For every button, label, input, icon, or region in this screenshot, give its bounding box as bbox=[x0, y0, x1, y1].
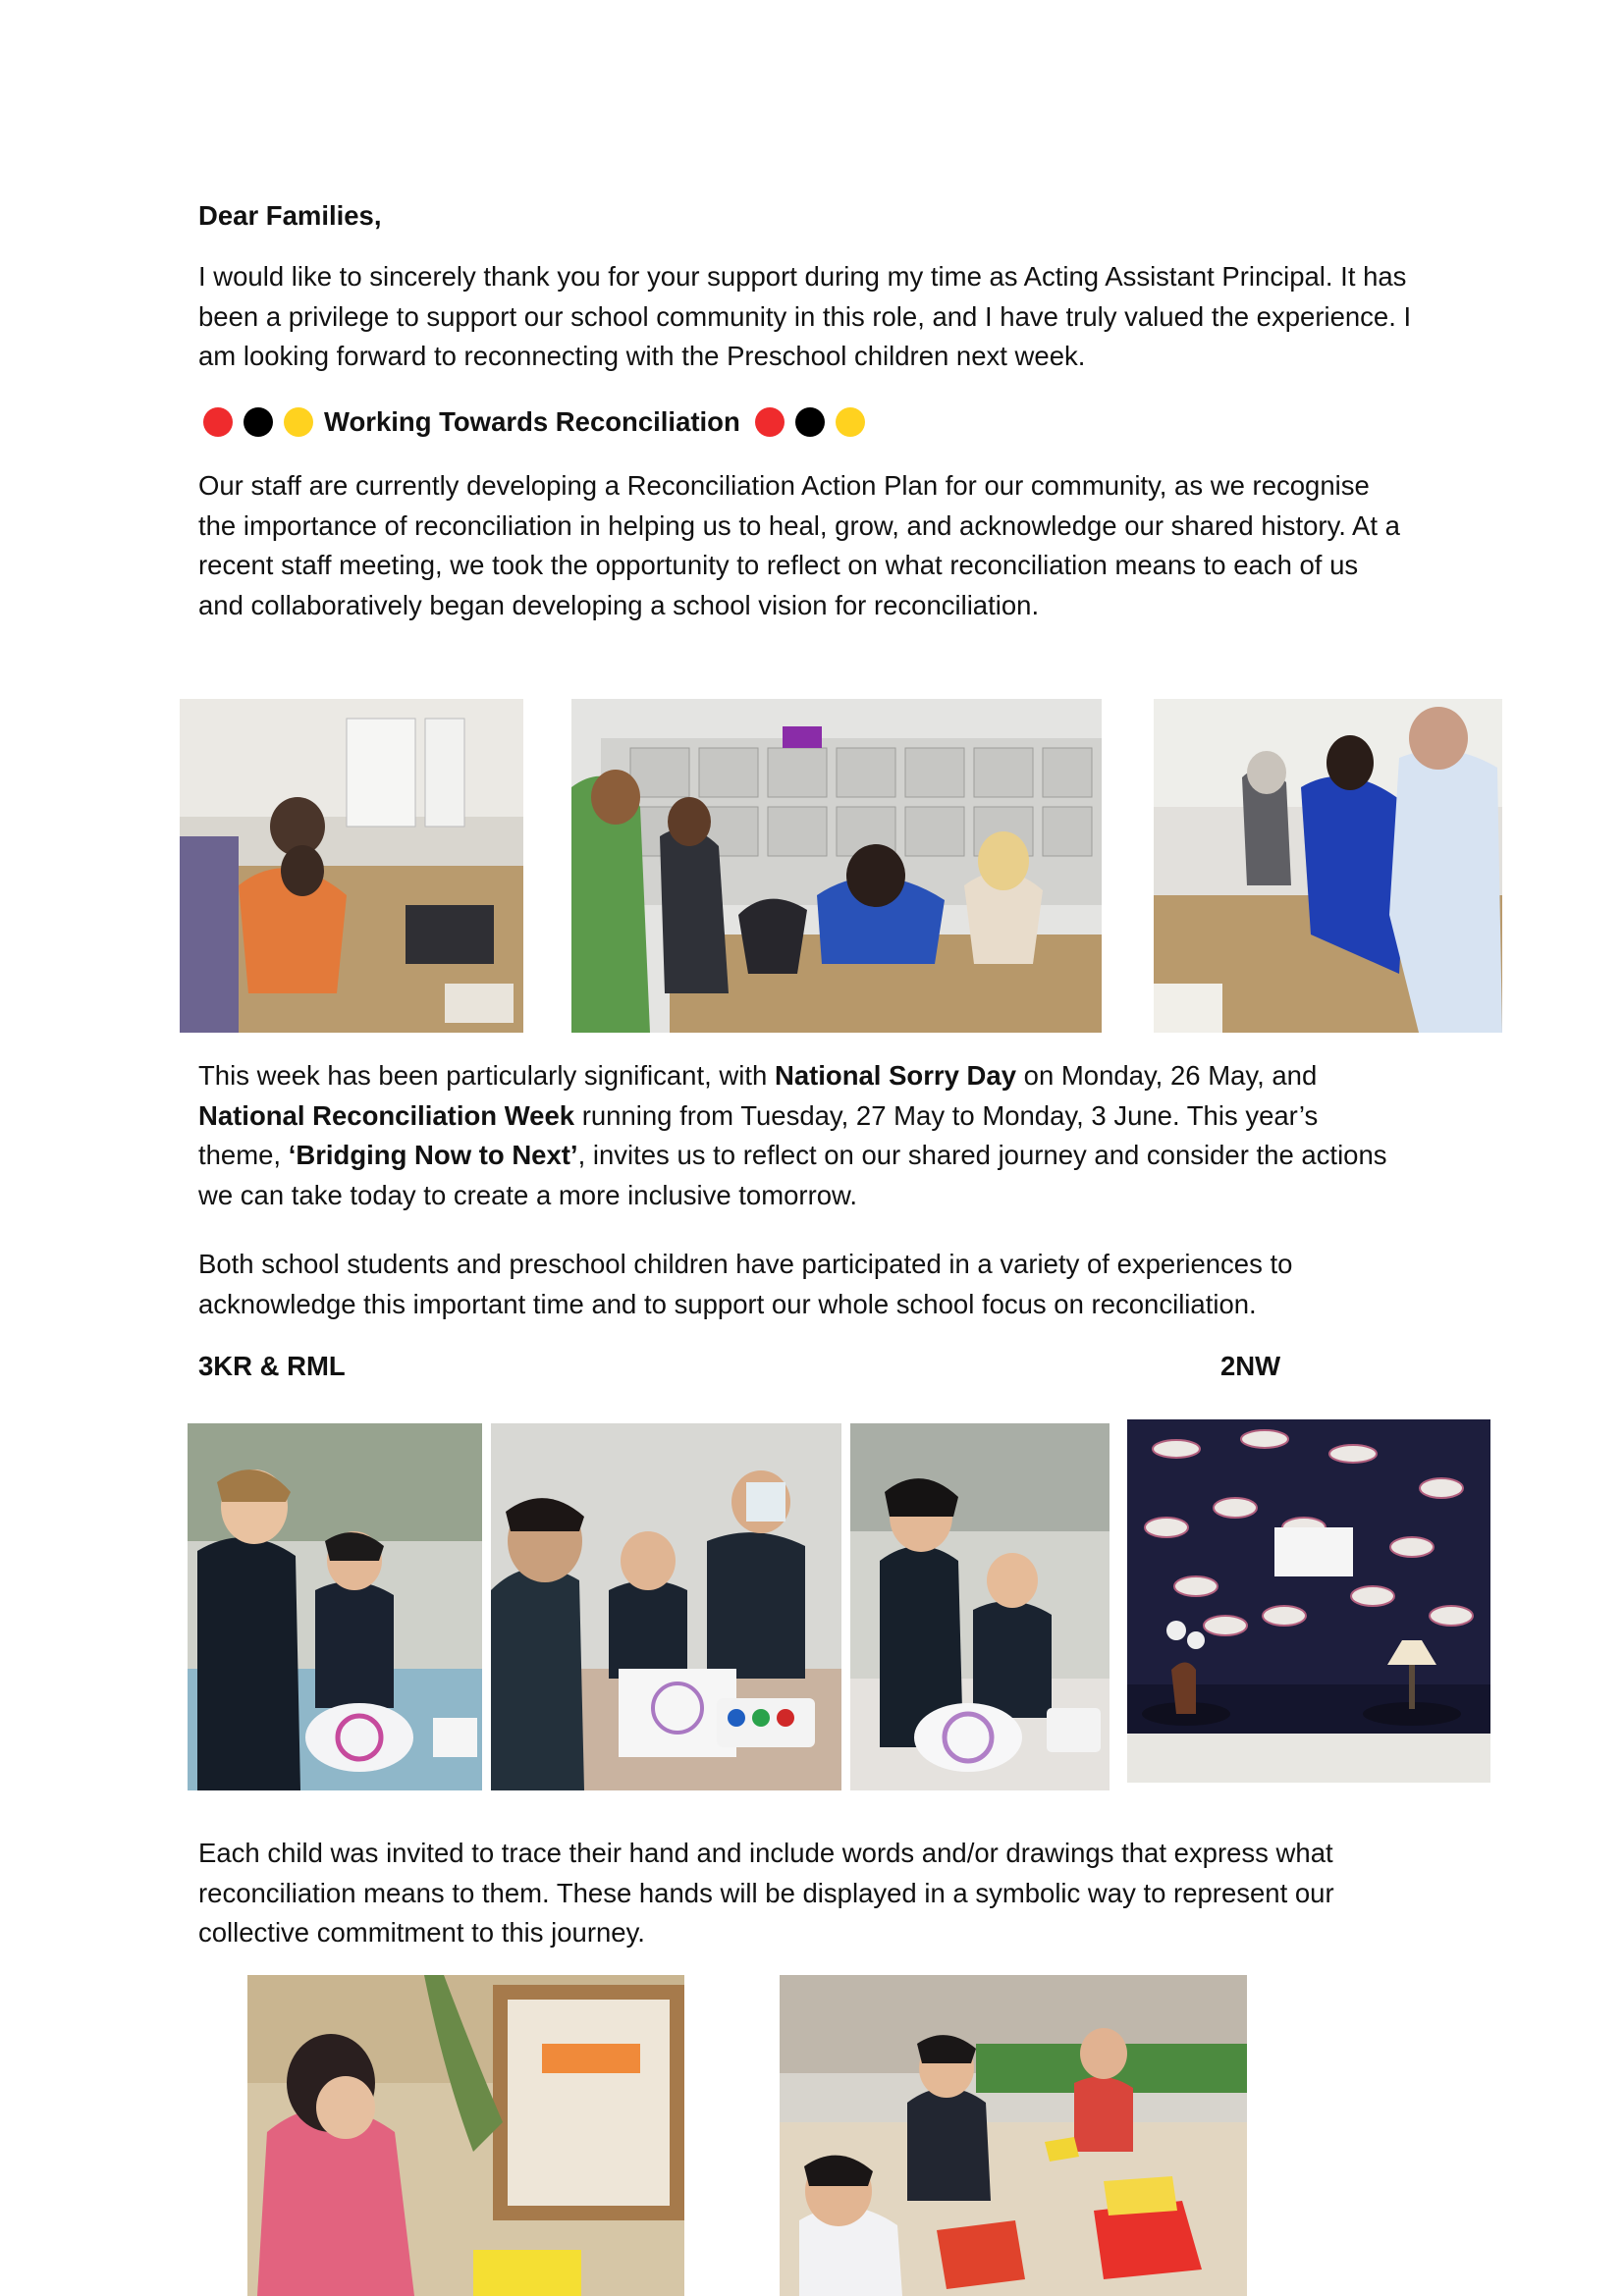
students-photo-1 bbox=[188, 1423, 482, 1790]
preschool-photo-1 bbox=[247, 1975, 684, 2296]
yellow-dot-icon bbox=[284, 407, 313, 437]
theme-label: ‘Bridging Now to Next’ bbox=[288, 1140, 578, 1170]
staff-photo-3 bbox=[1154, 699, 1502, 1033]
sorry-day-label: National Sorry Day bbox=[774, 1060, 1017, 1091]
section-heading bbox=[203, 402, 1460, 443]
week-text-4: , invites us to reflect on our shared journey and consider the actions we can take today to create a more inclusive tomorrow. bbox=[198, 1140, 1387, 1210]
students-paragraph: Both school students and preschool children have participated in a variety of experiences to acknowledge this important time and to support our whole school focus on reconciliation. bbox=[198, 1249, 1293, 1319]
students-photo-2 bbox=[491, 1423, 841, 1790]
black-dot-icon bbox=[244, 407, 273, 437]
students-photo-3 bbox=[850, 1423, 1110, 1790]
week-text-2: on Monday, 26 May, and bbox=[1016, 1060, 1318, 1091]
staff-photo-1 bbox=[180, 699, 523, 1033]
yellow-dot-icon bbox=[836, 407, 865, 437]
hands-paragraph: Each child was invited to trace their hand and include words and/or drawings that express what reconciliation means to them. These hands will be displayed in a symbolic way to represent our collective commitment to this journey. bbox=[198, 1838, 1334, 1948]
week-text-3: running from Tuesday, 27 May to Monday, 3 June. This year’s theme, bbox=[198, 1099, 1319, 1170]
greeting: Dear Families, bbox=[198, 200, 382, 231]
reconciliation-week-label: National Reconciliation Week bbox=[198, 1099, 575, 1131]
preschool-photo-2 bbox=[780, 1975, 1247, 2296]
red-dot-icon bbox=[755, 407, 785, 437]
week-text-1: This week has been particularly significant, with bbox=[198, 1060, 775, 1091]
section-title: Working Towards Reconciliation bbox=[324, 406, 740, 437]
black-dot-icon bbox=[795, 407, 825, 437]
red-dot-icon bbox=[203, 407, 233, 437]
class-label-left: 3KR & RML bbox=[198, 1351, 346, 1381]
rap-paragraph: Our staff are currently developing a Reconciliation Action Plan for our community, as we recognise the importance of reconciliation in helping us to heal, grow, and acknowledge our shared history. At a recent staff meeting, we took the opportunity to reflect on what reconciliation means to each of us and collaboratively began developing a school vision for reconciliation. bbox=[198, 470, 1400, 620]
week-paragraph bbox=[198, 1056, 1406, 1215]
class-label-right: 2NW bbox=[1220, 1351, 1281, 1381]
footprints-display-photo bbox=[1127, 1419, 1490, 1783]
intro-paragraph: I would like to sincerely thank you for your support during my time as Acting Assistant Principal. It has been a privilege to support our school community in this role, and I have truly valued the experience. I am looking forward to reconnecting with the Preschool children next week. bbox=[198, 261, 1412, 371]
staff-photo-2 bbox=[571, 699, 1102, 1033]
